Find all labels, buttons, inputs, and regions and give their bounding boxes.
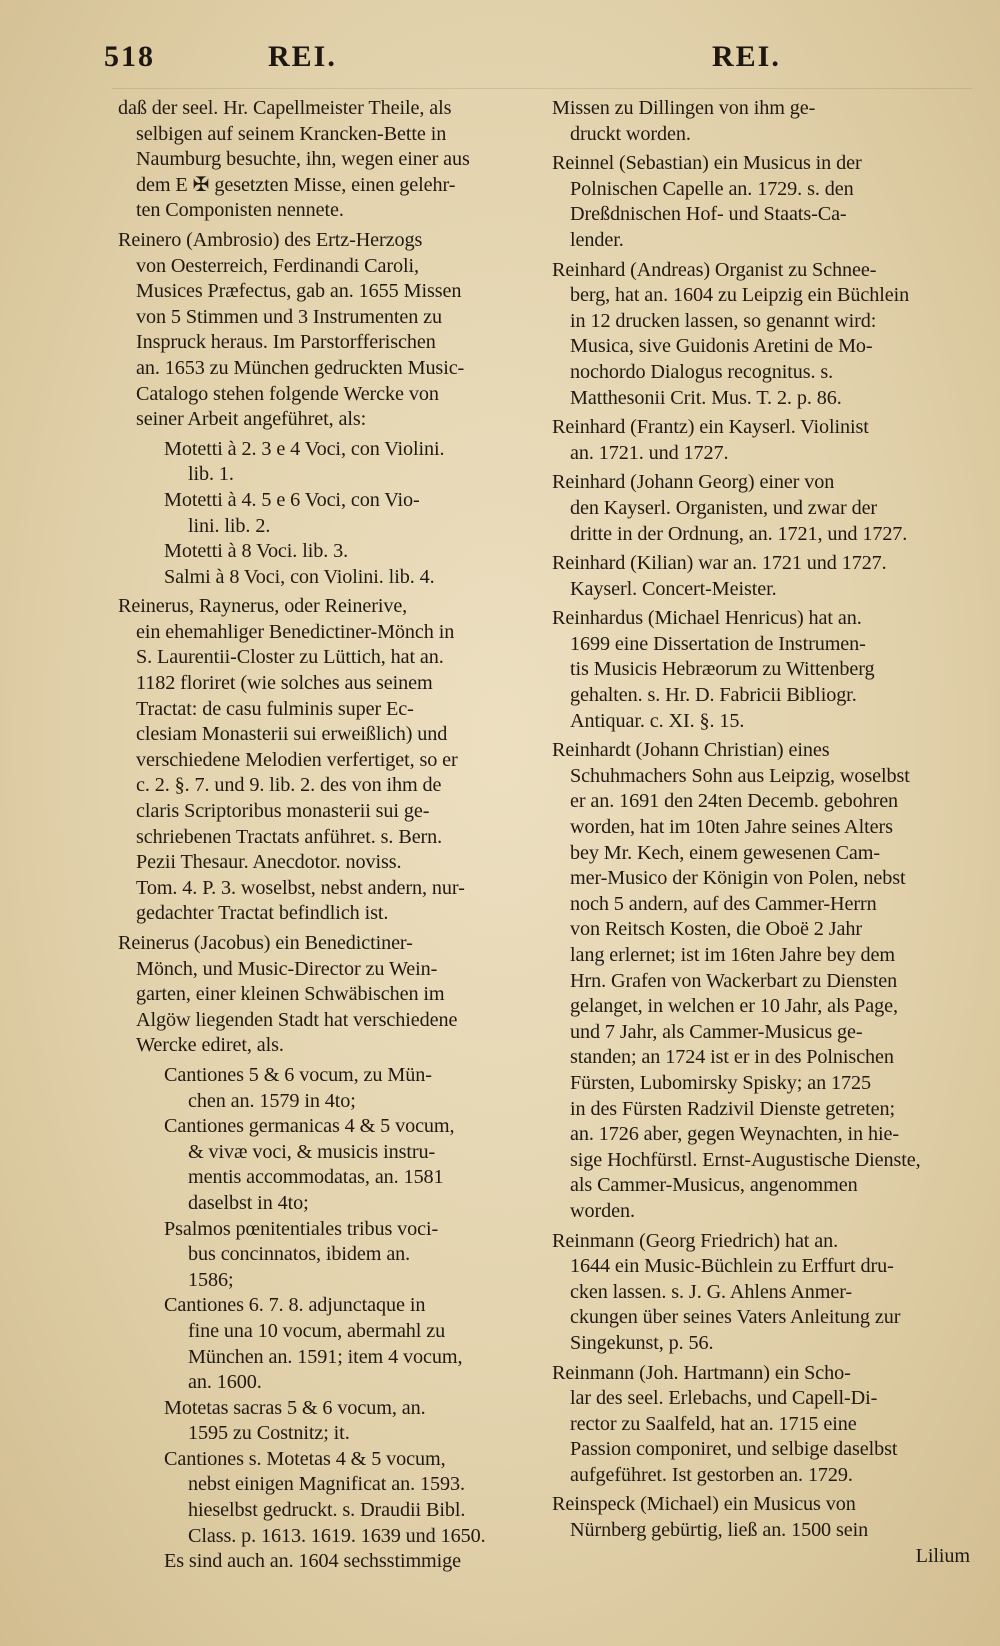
- text-line: Pezii Thesaur. Anecdotor. noviss.: [136, 851, 402, 874]
- text-line: an. 1653 zu München gedruckten Music-: [136, 356, 465, 379]
- text-line: ten Componisten nennete.: [136, 199, 344, 222]
- text-line: & vivæ voci, & musicis instru-: [188, 1140, 436, 1163]
- text-line: Cantiones s. Motetas 4 & 5 vocum,: [164, 1447, 446, 1470]
- text-line: c. 2. §. 7. und 9. lib. 2. des von ihm de: [136, 774, 442, 797]
- text-line: Reinmann (Georg Friedrich) hat an.: [552, 1229, 839, 1252]
- work-list: [118, 437, 533, 591]
- text-line: Reinhard (Kilian) war an. 1721 und 1727.: [552, 552, 887, 575]
- text-line: standen; an 1724 ist er in des Polnischen: [570, 1046, 894, 1069]
- text-line: Antiquar. c. XI. §. 15.: [570, 709, 745, 732]
- text-line: Fürsten, Lubomirsky Spisky; an 1725: [570, 1071, 871, 1094]
- text-line: Tom. 4. P. 3. woselbst, nebst andern, nur-: [136, 876, 465, 899]
- text-line: Psalmos pœnitentiales tribus voci-: [164, 1217, 439, 1240]
- text-line: Reinerus, Raynerus, oder Reinerive,: [118, 595, 408, 618]
- text-line: lib. 1.: [188, 463, 234, 486]
- text-line: Reinnel (Sebastian) ein Musicus in der: [552, 152, 862, 175]
- dictionary-entry: [552, 551, 970, 602]
- text-line: Naumburg besuchte, ihn, wegen einer aus: [136, 148, 470, 171]
- text-line: in des Fürsten Radzivil Dienste getreten;: [570, 1097, 895, 1120]
- dictionary-entry: [552, 1361, 970, 1489]
- text-line: lang erlernet; ist im 16ten Jahre bey dem: [570, 944, 895, 966]
- dictionary-entry: [552, 470, 970, 547]
- text-line: Motetas sacras 5 & 6 vocum, an.: [164, 1396, 426, 1419]
- text-line: worden.: [570, 1199, 635, 1222]
- text-line: Catalogo stehen folgende Wercke von: [136, 382, 439, 405]
- text-line: gedachter Tractat befindlich ist.: [136, 902, 389, 925]
- text-line: München an. 1591; item 4 vocum,: [188, 1345, 463, 1368]
- text-line: schriebenen Tractats anführet. s. Bern.: [136, 825, 443, 848]
- dictionary-entry: [552, 738, 970, 1224]
- text-line: fine una 10 vocum, abermahl zu: [188, 1319, 446, 1342]
- text-line: ckungen über seines Vaters Anleitung zur: [570, 1306, 901, 1329]
- running-head-left: REI.: [268, 40, 337, 73]
- text-line: rector zu Saalfeld, hat an. 1715 eine: [570, 1412, 857, 1435]
- text-line: Cantiones 6. 7. 8. adjunctaque in: [164, 1294, 426, 1317]
- text-line: Matthesonii Crit. Mus. T. 2. p. 86.: [570, 386, 842, 409]
- text-line: seiner Arbeit angeführet, als:: [136, 408, 367, 431]
- text-line: Reinhard (Johann Georg) einer von: [552, 471, 835, 494]
- text-line: Algöw liegenden Stadt hat verschiedene: [136, 1008, 458, 1031]
- work-list: [118, 1063, 533, 1575]
- text-line: berg, hat an. 1604 zu Leipzig ein Büchlein: [570, 284, 910, 307]
- text-line: Motetti à 2. 3 e 4 Voci, con Violini.: [164, 437, 445, 460]
- text-line: Passion componiret, und selbige daselbst: [570, 1438, 898, 1461]
- text-line: Missen zu Dillingen von ihm ge-: [552, 97, 816, 119]
- text-line: worden, hat im 10ten Jahre seines Alters: [570, 816, 893, 839]
- text-line: Class. p. 1613. 1619. 1639 und 1650.: [188, 1524, 486, 1547]
- dictionary-entry: [552, 258, 970, 412]
- text-line: lini. lib. 2.: [188, 514, 271, 537]
- dictionary-entry: [118, 228, 533, 433]
- text-line: Reinhard (Frantz) ein Kayserl. Violinist: [552, 416, 869, 439]
- dictionary-entry: [118, 96, 533, 224]
- dictionary-entry: [552, 1229, 970, 1357]
- running-head-right: REI.: [712, 40, 781, 73]
- text-line: Cantiones 5 & 6 vocum, zu Mün-: [164, 1063, 432, 1086]
- text-line: Dreßdnischen Hof- und Staats-Ca-: [570, 203, 847, 226]
- text-line: daß der seel. Hr. Capellmeister Theile, als: [118, 97, 452, 119]
- text-line: cken lassen. s. J. G. Ahlens Anmer-: [570, 1280, 853, 1303]
- text-line: clesiam Monasterii sui erweißlich) und: [136, 723, 448, 746]
- text-line: 1595 zu Costnitz; it.: [188, 1422, 350, 1445]
- text-line: Nürnberg gebürtig, ließ an. 1500 sein: [570, 1519, 869, 1542]
- text-line: ein ehemahliger Benedictiner-Mönch in: [136, 620, 455, 643]
- text-line: Polnischen Capelle an. 1729. s. den: [570, 177, 854, 200]
- text-line: hieselbst gedruckt. s. Draudii Bibl.: [188, 1499, 466, 1522]
- header-divider: [112, 88, 972, 89]
- dictionary-entry: [118, 931, 533, 1059]
- text-line: verschiedene Melodien verfertiget, so er: [136, 748, 458, 771]
- text-line: druckt worden.: [570, 122, 691, 145]
- text-line: Mönch, und Music-Director zu Wein-: [136, 957, 438, 980]
- text-line: selbigen auf seinem Krancken-Bette in: [136, 122, 447, 145]
- text-line: Reinmann (Joh. Hartmann) ein Scho-: [552, 1361, 851, 1384]
- right-text-column: [552, 96, 970, 1573]
- text-line: Kayserl. Concert-Meister.: [570, 577, 777, 600]
- text-line: Motetti à 4. 5 e 6 Voci, con Vio-: [164, 488, 420, 511]
- text-line: 1182 floriret (wie solches aus seinem: [136, 672, 433, 695]
- dictionary-entry: [552, 96, 970, 147]
- text-line: von 5 Stimmen und 3 Instrumenten zu: [136, 305, 443, 328]
- text-line: er an. 1691 den 24ten Decemb. gebohren: [570, 790, 899, 813]
- text-line: Musices Præfectus, gab an. 1655 Missen: [136, 280, 462, 303]
- text-line: lar des seel. Erlebachs, und Capell-Di-: [570, 1387, 878, 1410]
- text-line: daselbst in 4to;: [188, 1191, 309, 1214]
- text-line: Reinerus (Jacobus) ein Benedictiner-: [118, 932, 413, 954]
- text-line: garten, einer kleinen Schwäbischen im: [136, 983, 445, 1006]
- text-line: Cantiones germanicas 4 & 5 vocum,: [164, 1115, 455, 1138]
- text-line: Inspruck heraus. Im Parstorfferischen: [136, 331, 436, 354]
- text-line: 1644 ein Music-Büchlein zu Erffurt dru-: [570, 1255, 894, 1278]
- text-line: Es sind auch an. 1604 sechsstimmige: [164, 1550, 462, 1573]
- dictionary-entry: [552, 151, 970, 253]
- text-line: Reinspeck (Michael) ein Musicus von: [552, 1493, 856, 1516]
- text-line: bey Mr. Kech, einem gewesenen Cam-: [570, 841, 880, 864]
- text-line: sige Hochfürstl. Ernst-Augustische Dienste,: [570, 1148, 921, 1171]
- text-line: chen an. 1579 in 4to;: [188, 1089, 356, 1112]
- text-line: Motetti à 8 Voci. lib. 3.: [164, 540, 349, 563]
- text-line: den Kayserl. Organisten, und zwar der: [570, 496, 878, 519]
- left-text-column: [118, 96, 533, 1579]
- text-line: von Oesterreich, Ferdinandi Caroli,: [136, 254, 419, 277]
- text-line: an. 1726 aber, gegen Weynachten, in hie-: [570, 1123, 899, 1146]
- text-line: dritte in der Ordnung, an. 1721, und 1727.: [570, 522, 908, 545]
- text-line: lender.: [570, 228, 624, 251]
- text-line: von Reitsch Kosten, die Oboë 2 Jahr: [570, 918, 862, 941]
- text-line: Schuhmachers Sohn aus Leipzig, woselbst: [570, 764, 910, 787]
- text-line: Musica, sive Guidonis Aretini de Mo-: [570, 335, 873, 358]
- text-line: Singekunst, p. 56.: [570, 1331, 714, 1354]
- text-line: in 12 drucken lassen, so genannt wird:: [570, 309, 877, 332]
- text-line: bus concinnatos, ibidem an.: [188, 1243, 411, 1266]
- text-line: mer-Musico der Königin von Polen, nebst: [570, 867, 906, 890]
- text-line: gelanget, in welchen er 10 Jahr, als Page,: [570, 995, 898, 1018]
- text-line: Tractat: de casu fulminis super Ec-: [136, 697, 414, 720]
- text-line: als Cammer-Musicus, angenommen: [570, 1174, 858, 1197]
- text-line: Salmi à 8 Voci, con Violini. lib. 4.: [164, 565, 435, 588]
- text-line: mentis accommodatas, an. 1581: [188, 1166, 444, 1189]
- page-number: 518: [104, 40, 155, 73]
- text-line: Hrn. Grafen von Wackerbart zu Diensten: [570, 969, 898, 992]
- text-line: Reinhardus (Michael Henricus) hat an.: [552, 607, 862, 630]
- dictionary-entry: [552, 606, 970, 734]
- text-line: gehalten. s. Hr. D. Fabricii Bibliogr.: [570, 684, 857, 707]
- text-line: tis Musicis Hebræorum zu Wittenberg: [570, 658, 875, 681]
- text-line: 1586;: [188, 1268, 234, 1291]
- text-line: Wercke ediret, als.: [136, 1034, 284, 1057]
- dictionary-entry: [118, 594, 533, 927]
- text-line: S. Laurentii-Closter zu Lüttich, hat an.: [136, 646, 444, 669]
- dictionary-entry: [552, 415, 970, 466]
- text-line: und 7 Jahr, als Cammer-Musicus ge-: [570, 1020, 863, 1043]
- text-line: nebst einigen Magnificat an. 1593.: [188, 1473, 465, 1496]
- dictionary-entry: [552, 1492, 970, 1569]
- text-line: claris Scriptoribus monasterii sui ge-: [136, 800, 430, 823]
- text-line: Reinhard (Andreas) Organist zu Schnee-: [552, 258, 877, 281]
- text-line: aufgeführet. Ist gestorben an. 1729.: [570, 1463, 853, 1486]
- text-line: Reinero (Ambrosio) des Ertz-Herzogs: [118, 228, 423, 251]
- text-line: an. 1600.: [188, 1371, 262, 1394]
- text-line: an. 1721. und 1727.: [570, 441, 729, 464]
- text-line: Lilium: [915, 1544, 970, 1567]
- text-line: 1699 eine Dissertation de Instrumen-: [570, 632, 866, 655]
- text-line: noch 5 andern, auf des Cammer-Herrn: [570, 892, 877, 915]
- text-line: dem E ✠ gesetzten Misse, einen gelehr-: [136, 173, 456, 196]
- text-line: nochordo Dialogus recognitus. s.: [570, 360, 834, 383]
- text-line: Reinhardt (Johann Christian) eines: [552, 739, 830, 762]
